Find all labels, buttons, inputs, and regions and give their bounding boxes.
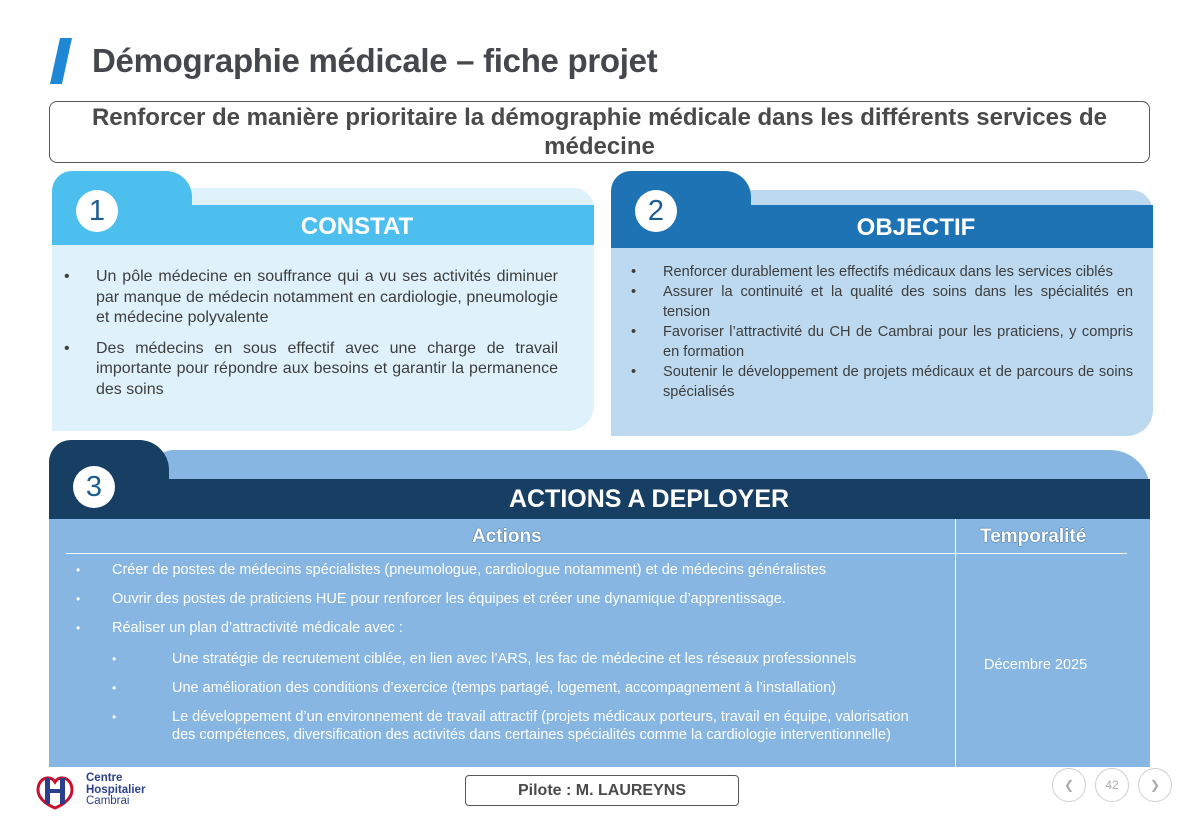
action-item: • Ouvrir des postes de praticiens HUE pour renforcer les équipes et créer une dynamique d’apprentissage. [70,590,930,608]
timing-value: Décembre 2025 [984,657,1088,673]
objectif-title: OBJECTIF [856,214,976,241]
page-number [1095,768,1129,802]
actions-title: ACTIONS A DEPLOYER [508,485,790,513]
objectif-item: • Favoriser l’attractivité du CH de Cambrai pour les praticiens, y compris en formation [625,322,1133,362]
chevron-left-icon: ❮ [1063,778,1075,792]
constat-title: CONSTAT [300,213,414,240]
title-accent-slash [50,38,72,84]
action-sub-item: • Une amélioration des conditions d’exercice (temps partagé, logement, accompagnement à l’installation) [112,679,930,697]
action-item-text: Réaliser un plan d’attractivité médicale avec : [112,620,403,636]
actions-column-header: Actions [472,526,542,547]
hospital-logo-icon [30,770,80,810]
page-number-text: 42 [1105,778,1119,792]
logo-line: Hospitalier [86,783,146,796]
constat-item: • Des médecins en sous effectif avec une charge de travail importante pour répondre aux besoins et garantir la permanence des soins [58,339,558,401]
project-subtitle: Renforcer de manière prioritaire la démographie médicale dans les différents services de médecine [91,104,1108,160]
objectif-item: • Renforcer durablement les effectifs médicaux dans les services ciblés [625,262,1133,282]
project-subtitle-box [49,101,1150,163]
action-sub-item: • Une stratégie de recrutement ciblée, en lien avec l’ARS, les fac de médecine et les réseaux professionnels [112,650,930,668]
logo-line: Centre [86,772,123,784]
next-page-button[interactable] [1138,768,1172,802]
constat-item: • Un pôle médecine en souffrance qui a vu ses activités diminuer par manque de médecin notamment en cardiologie, pneumologie et médecine polyvalente [58,267,558,329]
objectif-list [625,262,1133,402]
action-sub-item: • Le développement d’un environnement de travail attractif (projets médicaux porteurs, travail en équipe, valorisation des compétences, diversification des activités dans certaines spécialités comme la cardiologie interventionnelle) [112,708,930,744]
constat-list [58,267,558,410]
action-item [70,619,930,744]
pilot-label: Pilote : M. LAUREYNS [465,775,739,806]
timing-column-header: Temporalité [980,526,1087,547]
actions-header-rule [66,553,1127,554]
objectif-item: • Soutenir le développement de projets médicaux et de parcours de soins spécialisés [625,362,1133,402]
actions-list [70,561,930,755]
action-item: • Créer de postes de médecins spécialistes (pneumologue, cardiologue notamment) et de médecins généralistes [70,561,930,579]
objectif-number-badge: 2 [635,190,677,232]
logo-line: Cambrai [86,795,130,807]
actions-column-divider [955,519,956,767]
chevron-right-icon: ❯ [1149,778,1161,792]
page-title: Démographie médicale – fiche projet [92,42,658,79]
objectif-item: • Assurer la continuité et la qualité des soins dans les spécialités en tension [625,282,1133,322]
action-sub-list [112,650,930,744]
actions-number-badge: 3 [73,466,115,508]
hospital-logo-text [86,773,145,808]
constat-number-badge: 1 [76,190,118,232]
prev-page-button[interactable] [1052,768,1086,802]
